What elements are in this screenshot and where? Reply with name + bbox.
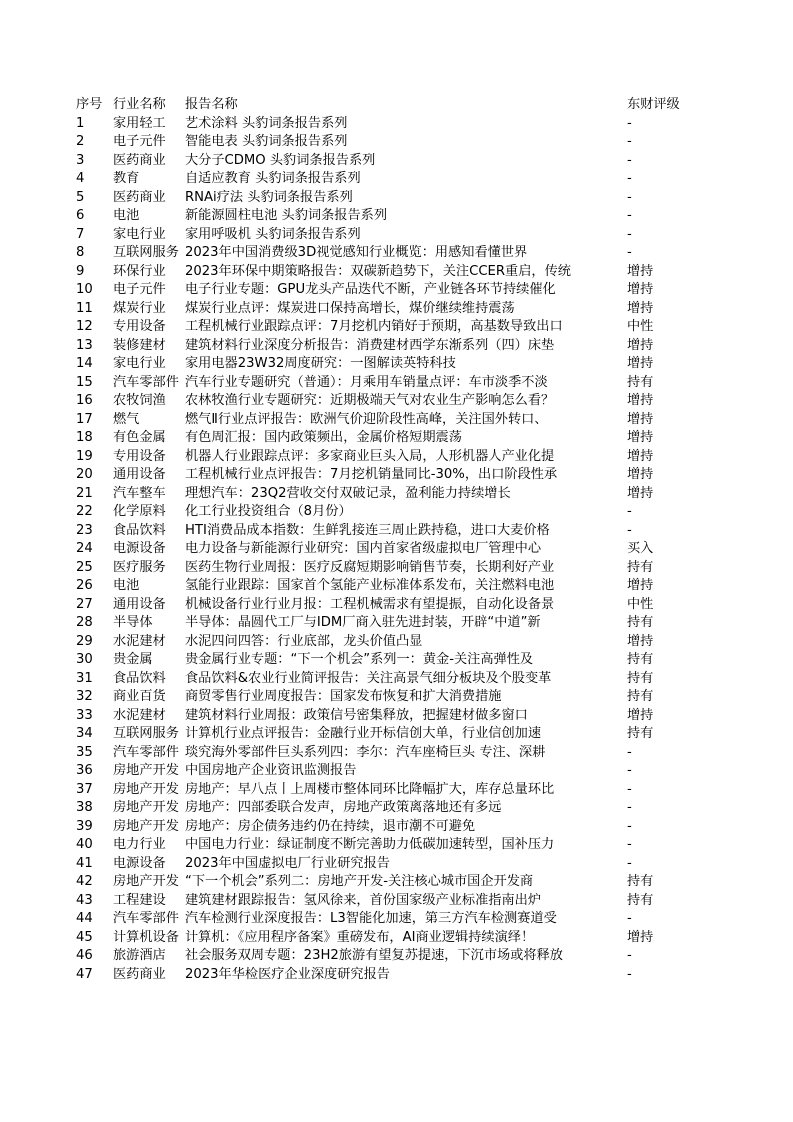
table-row <box>76 429 716 448</box>
cell-title: 家用电器23W32周度研究：一图解读英特科技 <box>185 356 456 371</box>
cell-no: 21 <box>76 485 93 501</box>
cell-rating: - <box>627 226 632 242</box>
cell-title: 有色周汇报：国内政策频出，金属价格短期震荡 <box>185 430 462 445</box>
cell-industry: 通用设备 <box>113 596 166 612</box>
table-row <box>76 947 716 966</box>
table-row <box>76 966 716 985</box>
table-row <box>76 207 716 226</box>
cell-title: 工程机械行业跟踪点评：7月挖机内销好于预期，高基数导致出口 <box>185 319 563 334</box>
cell-rating: - <box>627 837 632 852</box>
header-industry: 行业名称 <box>113 97 166 112</box>
cell-title: 医药生物行业周报：医疗反腐短期影响销售节奏，长期利好产业 <box>185 559 555 575</box>
table-row <box>76 374 716 393</box>
cell-industry: 家用轻工 <box>113 115 166 131</box>
table-row <box>76 651 716 670</box>
cell-title: 2023年环保中期策略报告：双碳新趋势下，关注CCER重启，传统 <box>185 263 571 279</box>
cell-no: 12 <box>76 319 93 334</box>
cell-industry: 互联网服务 <box>113 726 179 741</box>
cell-industry: 工程建设 <box>113 892 166 908</box>
cell-industry: 农牧饲渔 <box>113 393 166 408</box>
cell-industry: 房地产开发 <box>113 781 179 797</box>
cell-title: 房地产：四部委联合发声，房地产政策离落地还有多远 <box>185 800 502 815</box>
cell-title: 计算机：《应用程序备案》重磅发布，AI商业逻辑持续演绎！ <box>185 929 535 945</box>
cell-industry: 计算机设备 <box>113 929 179 945</box>
cell-no: 3 <box>76 152 85 168</box>
header-rating: 东财评级 <box>627 97 680 112</box>
cell-industry: 商业百货 <box>113 689 166 704</box>
cell-rating: 中性 <box>627 596 654 612</box>
table-row <box>76 337 716 356</box>
cell-title: HTI消费品成本指数：生鲜乳接连三周止跌持稳，进口大麦价格 <box>185 522 550 538</box>
cell-industry: 汽车整车 <box>113 485 166 501</box>
cell-industry: 汽车零部件 <box>113 374 179 390</box>
cell-title: 煤炭行业点评：煤炭进口保持高增长，煤价继续维持震荡 <box>185 300 515 316</box>
cell-title: 智能电表 头豹词条报告系列 <box>185 134 348 149</box>
table-body <box>76 115 716 985</box>
cell-rating: - <box>627 208 632 223</box>
cell-no: 27 <box>76 596 93 612</box>
cell-title: 房地产：房企债务违约仍在持续，退市潮不可避免 <box>185 818 476 834</box>
cell-rating: 增持 <box>627 337 654 353</box>
cell-no: 43 <box>76 892 93 908</box>
cell-title: 机器人行业跟踪点评：多家商业巨头入局，人形机器人产业化提 <box>185 448 555 464</box>
cell-title: 燃气Ⅱ行业点评报告：欧洲气价迎阶段性高峰，关注国外转口、 <box>185 411 548 427</box>
cell-industry: 专用设备 <box>113 448 166 464</box>
table-row <box>76 485 716 504</box>
cell-title: 中国电力行业：绿证制度不断完善助力低碳加速转型，国补压力 <box>185 837 555 852</box>
table-row <box>76 596 716 615</box>
cell-title: 农林牧渔行业专题研究：近期极端天气对农业生产影响怎么看？ <box>185 393 555 408</box>
cell-industry: 水泥建材 <box>113 707 166 723</box>
cell-industry: 电池 <box>113 578 140 593</box>
cell-no: 14 <box>76 356 93 371</box>
cell-rating: - <box>627 245 632 260</box>
cell-rating: - <box>627 171 632 186</box>
cell-title: 计算机行业点评报告：金融行业开标信创大单，行业信创加速 <box>185 726 542 741</box>
table-row <box>76 226 716 245</box>
cell-rating: - <box>627 152 632 168</box>
cell-title: 中国房地产企业资讯监测报告 <box>185 763 357 778</box>
report-table <box>76 96 716 984</box>
cell-no: 5 <box>76 189 85 205</box>
cell-title: 房地产：早八点丨上周楼市整体同环比降幅扩大，库存总量环比 <box>185 781 555 797</box>
cell-no: 8 <box>76 245 85 260</box>
cell-rating: 持有 <box>627 559 654 575</box>
cell-title: 建筑材料行业深度分析报告：消费建材西学东渐系列（四）床垫 <box>185 337 555 353</box>
cell-title: 水泥四问四答：行业底部，龙头价值凸显 <box>185 633 423 649</box>
table-row <box>76 559 716 578</box>
cell-industry: 水泥建材 <box>113 633 166 649</box>
cell-industry: 通用设备 <box>113 467 166 482</box>
cell-rating: - <box>627 763 632 778</box>
cell-rating: 增持 <box>627 467 654 482</box>
cell-rating: 增持 <box>627 430 654 445</box>
cell-title: 自适应教育 头豹词条报告系列 <box>185 171 361 186</box>
cell-title: 建筑建材跟踪报告：氢风徐来，首份国家级产业标准指南出炉 <box>185 892 542 908</box>
cell-industry: 煤炭行业 <box>113 300 166 316</box>
cell-industry: 食品饮料 <box>113 670 166 686</box>
table-row <box>76 189 716 208</box>
cell-rating: 中性 <box>627 319 654 334</box>
table-row <box>76 688 716 707</box>
cell-industry: 装修建材 <box>113 337 166 353</box>
cell-industry: 化学原料 <box>113 504 166 519</box>
cell-title: “下一个机会”系列二：房地产开发-关注核心城市国企开发商 <box>185 874 534 889</box>
cell-industry: 互联网服务 <box>113 245 179 260</box>
cell-no: 38 <box>76 800 93 815</box>
cell-rating: - <box>627 504 632 519</box>
table-row <box>76 115 716 134</box>
cell-no: 39 <box>76 818 93 834</box>
cell-industry: 专用设备 <box>113 319 166 334</box>
cell-industry: 教育 <box>113 171 140 186</box>
cell-no: 2 <box>76 134 85 149</box>
cell-title: 社会服务双周专题：23H2旅游有望复苏提速，下沉市场或将释放 <box>185 948 563 963</box>
cell-industry: 房地产开发 <box>113 800 179 815</box>
cell-no: 30 <box>76 652 93 667</box>
cell-no: 9 <box>76 263 85 279</box>
cell-no: 28 <box>76 615 93 630</box>
cell-industry: 医药商业 <box>113 152 166 168</box>
cell-no: 45 <box>76 929 93 945</box>
cell-title: 2023年中国虚拟电厂行业研究报告 <box>185 855 390 871</box>
cell-rating: - <box>627 744 632 760</box>
cell-no: 16 <box>76 393 93 408</box>
table-row <box>76 540 716 559</box>
table-header <box>76 96 716 115</box>
cell-no: 40 <box>76 837 93 852</box>
table-row <box>76 133 716 152</box>
cell-title: 汽车行业专题研究（普通）：月乘用车销量点评：车市淡季不淡 <box>185 374 548 390</box>
cell-no: 34 <box>76 726 93 741</box>
cell-no: 19 <box>76 448 93 464</box>
cell-rating: 增持 <box>627 393 654 408</box>
table-row <box>76 855 716 874</box>
cell-rating: 增持 <box>627 707 654 723</box>
cell-rating: - <box>627 134 632 149</box>
cell-industry: 医药商业 <box>113 966 166 982</box>
table-row <box>76 892 716 911</box>
cell-title: 琰究海外零部件巨头系列四：李尔：汽车座椅巨头 专注、深耕 <box>185 744 546 760</box>
cell-no: 37 <box>76 781 93 797</box>
cell-industry: 电池 <box>113 208 140 223</box>
cell-no: 29 <box>76 633 93 649</box>
cell-industry: 房地产开发 <box>113 763 179 778</box>
cell-no: 20 <box>76 467 93 482</box>
cell-no: 26 <box>76 578 93 593</box>
table-row <box>76 170 716 189</box>
cell-title: 新能源圆柱电池 头豹词条报告系列 <box>185 208 388 223</box>
cell-title: 建筑材料行业周报：政策信号密集释放，把握建材做多窗口 <box>185 707 528 723</box>
cell-industry: 家电行业 <box>113 226 166 242</box>
cell-no: 4 <box>76 171 85 186</box>
header-no: 序号 <box>76 97 103 112</box>
cell-industry: 旅游酒店 <box>113 948 166 963</box>
cell-industry: 汽车零部件 <box>113 911 179 926</box>
cell-rating: - <box>627 966 632 982</box>
cell-industry: 医药商业 <box>113 189 166 205</box>
cell-rating: 持有 <box>627 892 654 908</box>
cell-rating: - <box>627 911 632 926</box>
cell-rating: 增持 <box>627 929 654 945</box>
cell-no: 17 <box>76 411 93 427</box>
table-row <box>76 411 716 430</box>
cell-rating: 持有 <box>627 689 654 704</box>
table-row <box>76 300 716 319</box>
cell-industry: 燃气 <box>113 411 140 427</box>
cell-no: 7 <box>76 226 85 242</box>
table-row <box>76 818 716 837</box>
cell-title: 电子行业专题：GPU龙头产品迭代不断，产业链各环节持续催化 <box>185 282 556 297</box>
cell-industry: 食品饮料 <box>113 522 166 538</box>
cell-rating: - <box>627 115 632 131</box>
table-row <box>76 244 716 263</box>
cell-title: 电力设备与新能源行业研究：国内首家省级虚拟电厂管理中心 <box>185 541 542 556</box>
cell-industry: 电力行业 <box>113 837 166 852</box>
table-row <box>76 522 716 541</box>
table-row <box>76 781 716 800</box>
table-row <box>76 744 716 763</box>
cell-rating: - <box>627 781 632 797</box>
cell-rating: 持有 <box>627 874 654 889</box>
cell-industry: 半导体 <box>113 615 153 630</box>
cell-rating: 增持 <box>627 356 654 371</box>
cell-no: 23 <box>76 522 93 538</box>
cell-no: 25 <box>76 559 93 575</box>
cell-rating: 持有 <box>627 652 654 667</box>
cell-no: 15 <box>76 374 93 390</box>
cell-no: 31 <box>76 670 93 686</box>
cell-no: 36 <box>76 763 93 778</box>
cell-rating: 增持 <box>627 448 654 464</box>
cell-no: 10 <box>76 282 93 297</box>
cell-rating: 增持 <box>627 282 654 297</box>
table-row <box>76 910 716 929</box>
table-row <box>76 448 716 467</box>
cell-no: 47 <box>76 966 93 982</box>
cell-rating: 持有 <box>627 374 654 390</box>
cell-industry: 有色金属 <box>113 430 166 445</box>
cell-rating: - <box>627 800 632 815</box>
cell-no: 44 <box>76 911 93 926</box>
table-row <box>76 355 716 374</box>
cell-rating: 持有 <box>627 615 654 630</box>
table-row <box>76 263 716 282</box>
cell-industry: 环保行业 <box>113 263 166 279</box>
cell-title: 贵金属行业专题：“下一个机会”系列一：黄金-关注高弹性及 <box>185 652 534 667</box>
cell-title: RNAi疗法 头豹词条报告系列 <box>185 189 353 205</box>
cell-title: 工程机械行业点评报告：7月挖机销量同比-30%，出口阶段性承 <box>185 467 558 482</box>
cell-industry: 电子元件 <box>113 282 166 297</box>
table-row <box>76 577 716 596</box>
cell-industry: 电源设备 <box>113 855 166 871</box>
table-row <box>76 929 716 948</box>
cell-title: 汽车检测行业深度报告：L3智能化加速，第三方汽车检测赛道受 <box>185 911 557 926</box>
cell-no: 35 <box>76 744 93 760</box>
cell-rating: - <box>627 818 632 834</box>
cell-rating: 买入 <box>627 541 654 556</box>
cell-industry: 医疗服务 <box>113 559 166 575</box>
cell-rating: - <box>627 948 632 963</box>
cell-title: 理想汽车：23Q2营收交付双破记录，盈利能力持续增长 <box>185 485 511 501</box>
cell-no: 24 <box>76 541 93 556</box>
cell-rating: 增持 <box>627 578 654 593</box>
cell-industry: 电子元件 <box>113 134 166 149</box>
cell-rating: 增持 <box>627 485 654 501</box>
table-row <box>76 466 716 485</box>
cell-title: 商贸零售行业周度报告：国家发布恢复和扩大消费措施 <box>185 689 502 704</box>
cell-no: 46 <box>76 948 93 963</box>
cell-title: 氢能行业跟踪：国家首个氢能产业标准体系发布，关注燃料电池 <box>185 578 555 593</box>
table-row <box>76 725 716 744</box>
cell-no: 22 <box>76 504 93 519</box>
cell-rating: 持有 <box>627 726 654 741</box>
table-row <box>76 873 716 892</box>
cell-no: 18 <box>76 430 93 445</box>
cell-no: 41 <box>76 855 93 871</box>
table-row <box>76 503 716 522</box>
cell-industry: 房地产开发 <box>113 818 179 834</box>
table-row <box>76 707 716 726</box>
cell-rating: 增持 <box>627 411 654 427</box>
table-row <box>76 670 716 689</box>
cell-title: 半导体：晶圆代工厂与IDM厂商入驻先进封装，开辟“中道”新 <box>185 615 541 630</box>
cell-rating: - <box>627 189 632 205</box>
cell-rating: 增持 <box>627 633 654 649</box>
cell-industry: 汽车零部件 <box>113 744 179 760</box>
cell-industry: 家电行业 <box>113 356 166 371</box>
cell-title: 2023年中国消费级3D视觉感知行业概览：用感知看懂世界 <box>185 245 528 260</box>
table-row <box>76 836 716 855</box>
cell-industry: 电源设备 <box>113 541 166 556</box>
table-row <box>76 281 716 300</box>
cell-title: 家用呼吸机 头豹词条报告系列 <box>185 226 361 242</box>
cell-rating: - <box>627 522 632 538</box>
table-row <box>76 799 716 818</box>
cell-title: 食品饮料&农业行业简评报告：关注高景气细分板块及个股变革 <box>185 670 552 686</box>
cell-no: 13 <box>76 337 93 353</box>
table-row <box>76 152 716 171</box>
cell-title: 化工行业投资组合（8月份） <box>185 504 352 519</box>
cell-title: 机械设备行业行业月报：工程机械需求有望提振，自动化设备景 <box>185 596 555 612</box>
cell-no: 33 <box>76 707 93 723</box>
cell-no: 6 <box>76 208 85 223</box>
cell-no: 42 <box>76 874 93 889</box>
cell-rating: 持有 <box>627 670 654 686</box>
cell-rating: 增持 <box>627 263 654 279</box>
cell-industry: 贵金属 <box>113 652 153 667</box>
cell-no: 1 <box>76 115 85 131</box>
cell-no: 32 <box>76 689 93 704</box>
table-row <box>76 762 716 781</box>
cell-title: 2023年华检医疗企业深度研究报告 <box>185 966 390 982</box>
table-row <box>76 318 716 337</box>
cell-no: 11 <box>76 300 93 316</box>
table-row <box>76 633 716 652</box>
cell-title: 大分子CDMO 头豹词条报告系列 <box>185 152 376 168</box>
cell-industry: 房地产开发 <box>113 874 179 889</box>
table-row <box>76 614 716 633</box>
cell-rating: - <box>627 855 632 871</box>
cell-rating: 增持 <box>627 300 654 316</box>
table-row <box>76 392 716 411</box>
cell-title: 艺术涂料 头豹词条报告系列 <box>185 115 348 131</box>
header-title: 报告名称 <box>185 97 238 112</box>
